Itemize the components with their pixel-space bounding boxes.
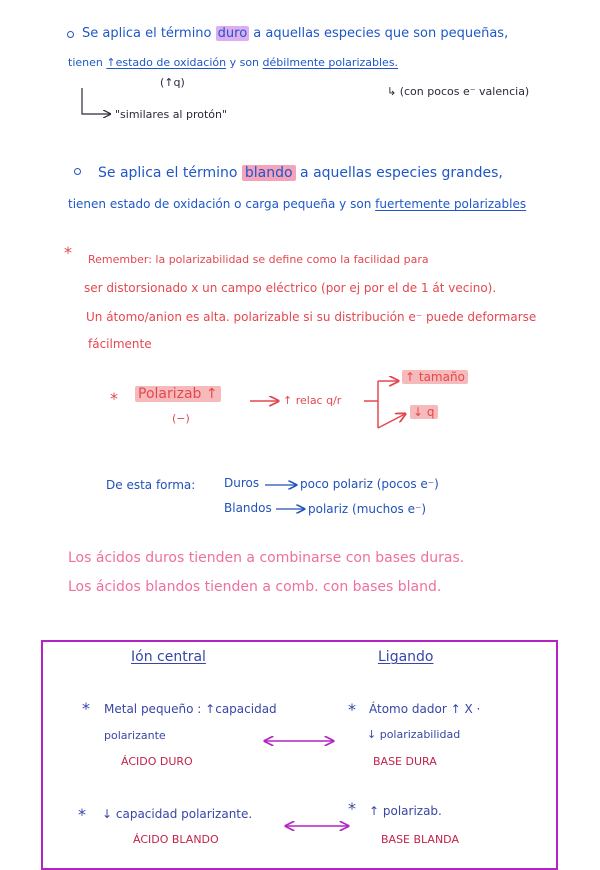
bullet-2 — [74, 168, 81, 175]
row2-right-line1: ↑ polarizab. — [369, 804, 442, 818]
de-esta-duros-value: poco polariz (pocos e⁻) — [300, 477, 439, 491]
remember-line4: fácilmente — [88, 337, 152, 351]
row1-left-line2: polarizante — [104, 729, 166, 742]
pink-line1: Los ácidos duros tienden a combinarse con bases duras. — [68, 550, 465, 566]
row1-right-tag: BASE DURA — [373, 755, 437, 768]
row1-right-line1: Átomo dador ↑ X · — [369, 702, 481, 716]
remember-star-icon: * — [64, 243, 72, 262]
polar-relation: ↑ relac q/r — [283, 394, 342, 407]
polar-up-size — [402, 371, 468, 383]
block1-line2-d: débilmente polarizables. — [262, 56, 399, 69]
row2-right-star-icon: * — [348, 799, 356, 818]
polar-main — [135, 387, 221, 401]
table-col1-title: Ión central — [131, 649, 206, 665]
block1-line2-arrow: ↑ — [106, 56, 116, 69]
block1-sub-q: (↑q) — [160, 76, 185, 89]
polar-minus: (−) — [172, 412, 190, 425]
block1-line1-a: Se aplica el término — [82, 26, 212, 41]
polar-main-label: Polarizab ↑ — [135, 386, 221, 402]
block2-line1 — [98, 166, 503, 180]
polar-down-q-label: ↓ q — [410, 405, 438, 419]
row1-left-star-icon: * — [82, 699, 90, 718]
block1-line2-a: tienen — [68, 56, 103, 69]
block1-line2-c: y son — [229, 56, 260, 69]
row1-right-line2: ↓ polarizabilidad — [367, 728, 461, 741]
de-esta-duros: Duros — [224, 476, 260, 490]
branch-down-arrow — [378, 414, 405, 428]
remember-line3: Un átomo/anion es alta. polarizable si su distribución e⁻ puede deformarse — [86, 310, 537, 324]
block2-line2 — [68, 198, 526, 210]
row2-right-tag: BASE BLANDA — [381, 833, 459, 846]
block1-line1-b: a aquellas especies que son pequeñas, — [253, 26, 509, 41]
table-col2-title: Ligando — [378, 649, 434, 665]
row2-left-tag: ÁCIDO BLANDO — [133, 833, 219, 846]
de-esta-blandos: Blandos — [224, 501, 272, 515]
block2-line2-a: tienen estado de oxidación o carga pequeña y son — [68, 197, 372, 211]
hsab-table-box — [41, 640, 558, 870]
bullet-1 — [67, 31, 74, 38]
polar-up-size-label: ↑ tamaño — [402, 370, 468, 384]
row1-left-tag: ÁCIDO DURO — [121, 755, 193, 768]
polar-down-q — [410, 406, 438, 418]
similar-proton-arrow — [82, 88, 110, 114]
remember-line1: Remember: la polarizabilidad se define como la facilidad para — [88, 253, 429, 266]
row2-left-line1: ↓ capacidad polarizante. — [102, 807, 253, 821]
block2-line1-b: a aquellas especies grandes, — [300, 165, 503, 181]
block2-line2-b: fuertemente polarizables — [375, 197, 527, 211]
polar-star-icon: * — [110, 389, 118, 408]
block1-sub-similar: "similares al protón" — [115, 108, 228, 121]
pink-line2: Los ácidos blandos tienden a comb. con bases bland. — [68, 579, 442, 595]
row1-left-line1: Metal pequeño : ↑capacidad — [104, 702, 277, 716]
block1-line1 — [82, 27, 508, 40]
block1-line2-b: estado de oxidación — [115, 56, 227, 69]
remember-line2: ser distorsionado x un campo eléctrico (por ej por el de 1 át vecino). — [84, 281, 497, 295]
block1-sub-note: ↳ (con pocos e⁻ valencia) — [387, 85, 530, 98]
block1-highlight-duro: duro — [217, 26, 248, 41]
block2-line1-a: Se aplica el término — [98, 165, 238, 181]
block1-line2 — [68, 57, 398, 68]
row2-left-star-icon: * — [78, 805, 86, 824]
block2-highlight-blando: blando — [242, 165, 296, 181]
de-esta-label: De esta forma: — [106, 478, 196, 492]
row1-right-star-icon: * — [348, 700, 356, 719]
de-esta-blandos-value: polariz (muchos e⁻) — [308, 502, 427, 516]
